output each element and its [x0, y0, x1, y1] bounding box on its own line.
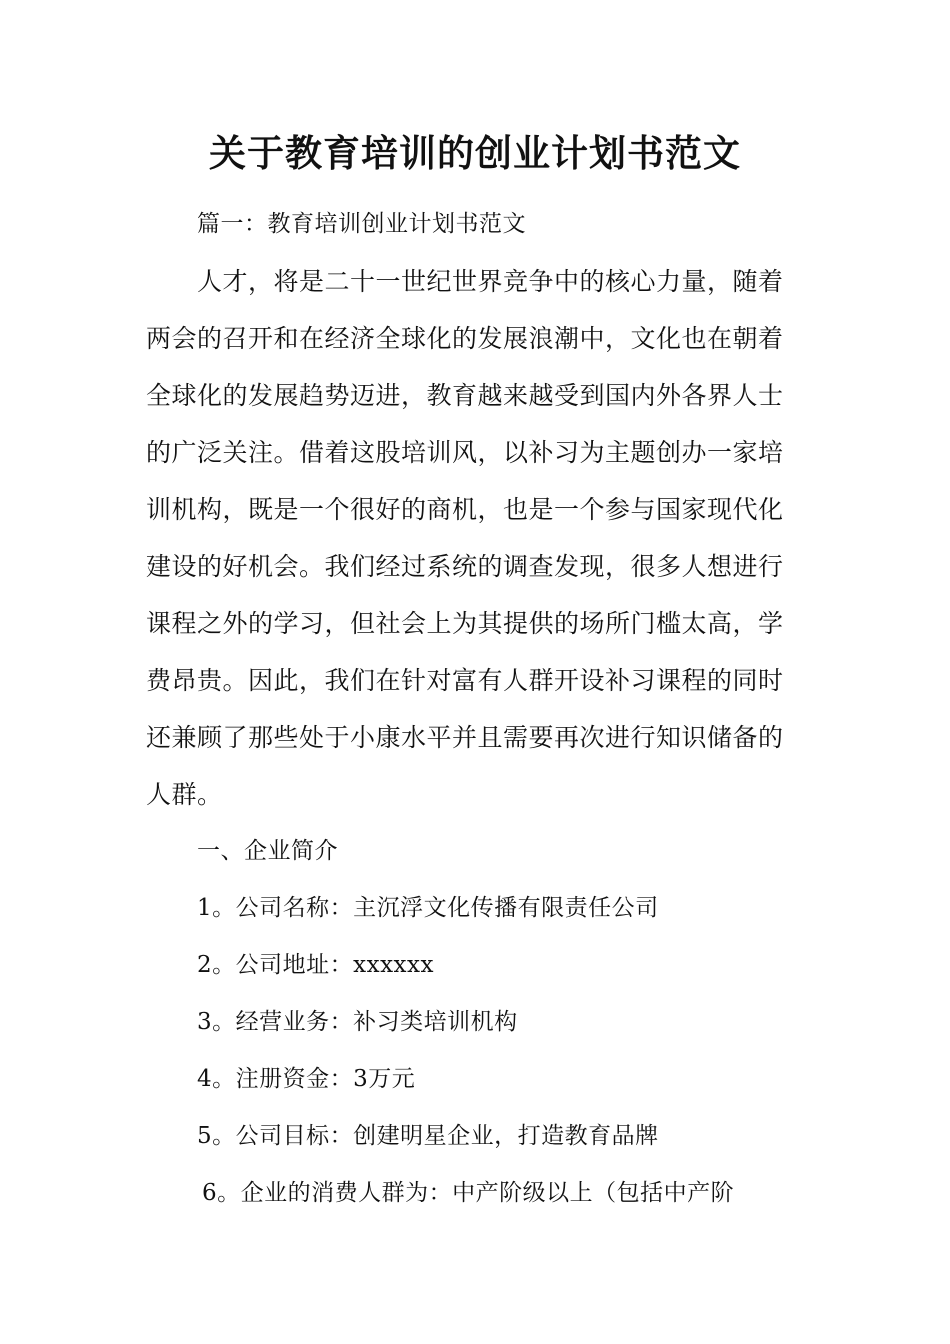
list-item: 5。公司目标：创建明星企业，打造教育品牌	[197, 1123, 659, 1149]
paragraph-line: 人群。	[146, 780, 223, 809]
paragraph-line: 还兼顾了那些处于小康水平并且需要再次进行知识储备的	[146, 723, 784, 752]
paragraph-line: 两会的召开和在经济全球化的发展浪潮中，文化也在朝着	[146, 324, 784, 353]
paragraph-line: 费昂贵。因此，我们在针对富有人群开设补习课程的同时	[146, 666, 784, 695]
paragraph-line: 课程之外的学习，但社会上为其提供的场所门槛太高，学	[146, 609, 784, 638]
list-item: 6。企业的消费人群为：中产阶级以上（包括中产阶	[202, 1180, 735, 1206]
paragraph-line: 建设的好机会。我们经过系统的调查发现，很多人想进行	[146, 552, 784, 581]
paragraph-line: 人才，将是二十一世纪世界竞争中的核心力量，随着	[197, 267, 784, 296]
section-heading: 篇一：教育培训创业计划书范文	[197, 211, 526, 237]
list-item: 2。公司地址：xxxxxx	[197, 952, 434, 978]
document-body	[146, 196, 810, 1222]
document-title: 关于教育培训的创业计划书范文	[209, 132, 741, 175]
list-item: 3。经营业务：补习类培训机构	[197, 1009, 518, 1035]
paragraph-line: 全球化的发展趋势迈进，教育越来越受到国内外各界人士	[146, 381, 784, 410]
list-item: 4。注册资金：3万元	[197, 1066, 416, 1092]
paragraph-line: 的广泛关注。借着这股培训风，以补习为主题创办一家培	[146, 438, 784, 467]
paragraph-line: 训机构，既是一个很好的商机，也是一个参与国家现代化	[146, 495, 784, 524]
list-item: 1。公司名称：主沉浮文化传播有限责任公司	[197, 895, 659, 921]
subsection-heading: 一、企业简介	[197, 838, 338, 864]
